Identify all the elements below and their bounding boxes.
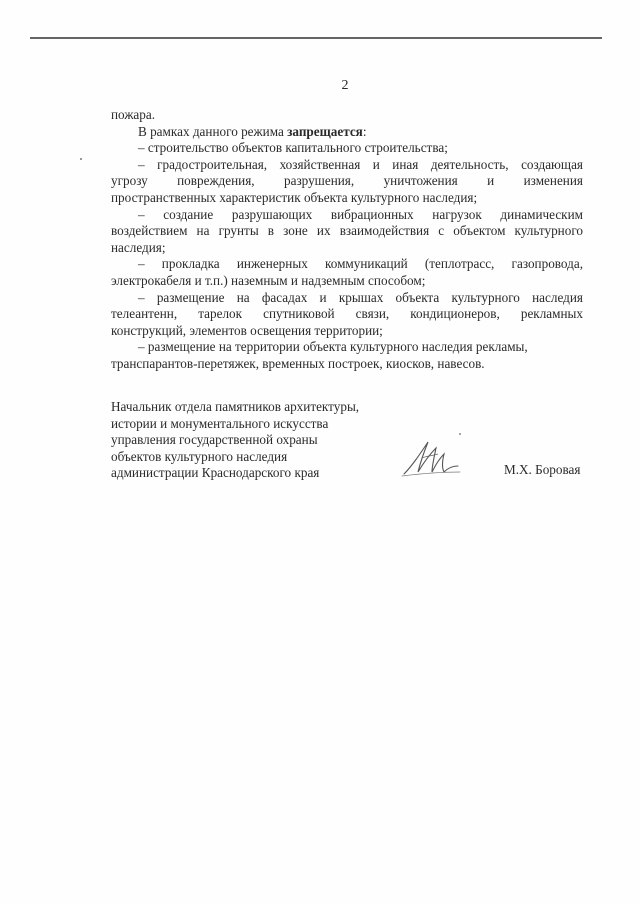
regime-heading (111, 124, 583, 141)
prohibition-item: – размещение на территории объекта культурного наследия рекламы, (138, 339, 528, 355)
signatory-title-line: администрации Краснодарского края (111, 465, 320, 481)
prohibition-item-cont: пространственных характеристик объекта культурного наследия; (111, 189, 478, 205)
regime-heading-text: В рамках данного режима (138, 123, 284, 139)
page-number: 2 (341, 78, 349, 93)
prohibition-item-cont: конструкций, элементов освещения территории; (111, 322, 383, 338)
prohibition-item-cont: воздействием на грунты в зоне их взаимодействия с объектом культурного (111, 223, 583, 239)
prohibition-item: – размещение на фасадах и крышах объекта культурного наследия (138, 289, 583, 305)
signatory-title-line: Начальник отдела памятников архитектуры, (111, 399, 360, 414)
prohibition-item-cont: электрокабеля и т.п.) наземным и надземным способом; (111, 272, 426, 288)
handwritten-signature (398, 428, 468, 483)
prohibition-item: – строительство объектов капитального строительства; (138, 140, 448, 156)
prohibition-item-cont: телеантенн, тарелок спутниковой связи, кондиционеров, рекламных (111, 306, 583, 322)
top-rule (30, 37, 602, 39)
signatory-title-line: истории и монументального искусства (111, 415, 329, 431)
prohibition-item: – создание разрушающих вибрационных нагрузок динамическим (138, 206, 583, 222)
paragraph-line: пожара. (111, 107, 156, 122)
signatory-name: М.Х. Боровая (504, 462, 581, 477)
scan-speck (80, 158, 82, 160)
prohibition-item: – градостроительная, хозяйственная и иная деятельность, создающая (138, 156, 583, 172)
prohibition-item-cont: угрозу повреждения, разрушения, уничтожения и изменения (111, 173, 583, 189)
regime-heading-colon: : (362, 123, 367, 139)
signatory-title (111, 399, 391, 482)
prohibition-item-cont: наследия; (111, 239, 166, 255)
prohibition-item-cont: транспарантов-перетяжек, временных построек, киосков, навесов. (111, 355, 485, 371)
signatory-title-line: объектов культурного наследия (111, 448, 288, 464)
signatory-title-line: управления государственной охраны (111, 432, 318, 448)
prohibited-keyword: запрещается (287, 123, 363, 139)
prohibition-item: – прокладка инженерных коммуникаций (теплотрасс, газопровода, (138, 256, 583, 272)
document-body (111, 107, 583, 373)
